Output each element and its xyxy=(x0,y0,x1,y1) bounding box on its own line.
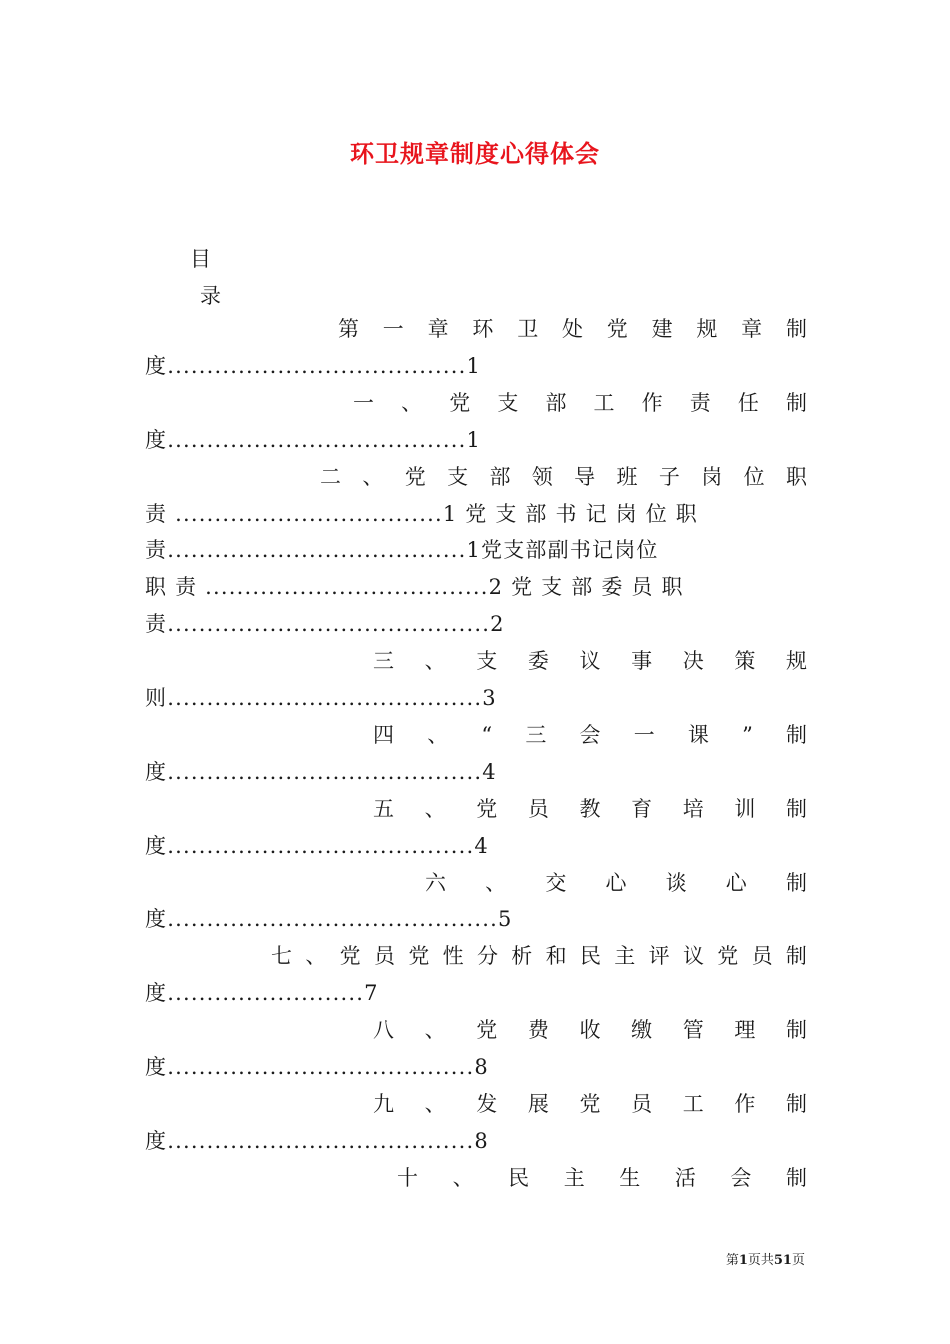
toc-char: 章 xyxy=(741,317,763,341)
toc-char: 党 xyxy=(579,1091,601,1116)
toc-line xyxy=(338,314,807,344)
toc-char: 支 xyxy=(447,464,469,489)
toc-char: 交 xyxy=(545,870,567,895)
toc-char: 一 xyxy=(633,722,655,747)
toc-char: 工 xyxy=(593,390,615,415)
toc-line: 度........................................4 xyxy=(145,759,497,784)
toc-line: 度..........................................5 xyxy=(145,907,513,932)
toc-char: 主 xyxy=(563,1165,585,1190)
toc-char: 、 xyxy=(424,1091,446,1116)
toc-char: 员 xyxy=(631,1091,653,1116)
toc-char: 会 xyxy=(730,1165,752,1190)
toc-char: 规 xyxy=(786,649,807,674)
toc-char: 员 xyxy=(527,796,549,821)
toc-line: 则........................................3 xyxy=(145,686,497,710)
toc-char: ” xyxy=(742,722,753,747)
toc-char: 事 xyxy=(631,649,653,674)
toc-char: 展 xyxy=(527,1091,549,1116)
toc-char: 课 xyxy=(687,722,709,747)
toc-char: 党 xyxy=(449,390,471,415)
toc-char: 理 xyxy=(734,1018,756,1043)
toc-char: 第 xyxy=(338,317,359,341)
toc-char: 一 xyxy=(353,390,374,415)
toc-line: 度.........................7 xyxy=(145,981,379,1006)
toc-char: 、 xyxy=(424,1018,446,1043)
toc-char: 评 xyxy=(648,944,670,969)
toc-char: 三 xyxy=(525,722,547,747)
toc-char: 党 xyxy=(404,464,426,489)
toc-char: 一 xyxy=(382,317,404,341)
toc-char: 四 xyxy=(373,722,394,747)
toc-char: 决 xyxy=(682,649,704,674)
toc-char: 党 xyxy=(476,796,498,821)
footer-middle: 页共 xyxy=(747,1253,774,1268)
toc-char: 十 xyxy=(397,1165,418,1190)
toc-char: 制 xyxy=(785,944,807,969)
toc-line xyxy=(353,388,807,418)
toc-char: 管 xyxy=(682,1018,704,1043)
toc-char: 、 xyxy=(401,390,423,415)
toc-line xyxy=(425,868,807,898)
toc-char: 七 xyxy=(271,944,292,969)
toc-char: 支 xyxy=(497,390,519,415)
toc-char: “ xyxy=(481,722,493,747)
footer-prefix: 第 xyxy=(725,1253,739,1268)
toc-char: 八 xyxy=(373,1018,394,1043)
toc-char: 制 xyxy=(786,796,807,821)
toc-char: 策 xyxy=(734,649,756,674)
toc-line: 度......................................1 xyxy=(145,427,482,452)
toc-char: 收 xyxy=(579,1018,601,1043)
toc-char: 党 xyxy=(717,944,739,969)
toc-char: 缴 xyxy=(631,1018,653,1043)
toc-char: 主 xyxy=(614,944,636,969)
document-title: 环卫规章制度心得体会 xyxy=(350,139,600,168)
toc-char: 五 xyxy=(373,796,394,821)
footer-current-page: 1 xyxy=(738,1253,748,1268)
toc-char: 规 xyxy=(696,317,718,341)
toc-char: 教 xyxy=(579,796,601,821)
toc-char: 性 xyxy=(442,944,464,969)
toc-line xyxy=(271,941,807,971)
toc-char: 位 xyxy=(743,464,765,489)
toc-char: 九 xyxy=(373,1091,394,1116)
toc-line xyxy=(373,646,807,676)
toc-line: 度.......................................4 xyxy=(145,833,489,858)
toc-char: 、 xyxy=(424,649,446,674)
toc-char: 六 xyxy=(425,870,446,895)
toc-char: 制 xyxy=(785,317,807,341)
toc-char: 导 xyxy=(574,464,596,489)
toc-char: 制 xyxy=(785,870,807,895)
toc-char: 生 xyxy=(619,1165,641,1190)
toc-line xyxy=(320,462,807,492)
toc-char: 党 xyxy=(476,1018,498,1043)
toc-char: 、 xyxy=(362,464,384,489)
toc-line: 责 ..................................1 党 支 部 书 记 岗 位 职 xyxy=(145,501,698,526)
toc-line: 责.........................................2 xyxy=(145,612,505,637)
toc-char: 作 xyxy=(734,1091,756,1116)
toc-char: 、 xyxy=(424,796,446,821)
toc-line xyxy=(373,1089,807,1119)
toc-char: 析 xyxy=(511,944,533,969)
toc-char: 、 xyxy=(305,944,327,969)
toc-char: 分 xyxy=(476,944,498,969)
toc-label-lu: 录 xyxy=(200,284,221,308)
footer-suffix: 页 xyxy=(791,1253,805,1268)
toc-char: 支 xyxy=(476,649,498,674)
toc-line xyxy=(373,1015,807,1045)
toc-char: 民 xyxy=(579,944,601,969)
toc-char: 党 xyxy=(606,317,628,341)
toc-line: 责......................................1党支部副书记岗位 xyxy=(145,538,659,563)
toc-char: 领 xyxy=(531,464,553,489)
toc-char: 培 xyxy=(682,796,704,821)
toc-char: 党 xyxy=(339,944,361,969)
toc-char: 职 xyxy=(785,464,807,489)
toc-line xyxy=(373,720,807,750)
toc-char: 员 xyxy=(751,944,773,969)
toc-line: 度......................................1 xyxy=(145,353,482,378)
toc-char: 党 xyxy=(408,944,430,969)
toc-char: 卫 xyxy=(517,317,539,341)
page-footer xyxy=(726,1249,805,1268)
toc-char: 育 xyxy=(631,796,653,821)
toc-line: 职 责 ....................................2 党 支 部 委 员 职 xyxy=(145,575,684,600)
toc-char: 处 xyxy=(561,317,583,341)
toc-line xyxy=(397,1163,807,1193)
toc-char: 子 xyxy=(658,464,680,489)
toc-char: 民 xyxy=(508,1165,530,1190)
toc-char: 议 xyxy=(682,944,704,969)
toc-char: 责 xyxy=(689,390,711,415)
toc-char: 三 xyxy=(373,649,394,674)
toc-char: 工 xyxy=(682,1091,704,1116)
toc-char: 部 xyxy=(489,464,511,489)
toc-char: 任 xyxy=(737,390,759,415)
toc-char: 制 xyxy=(785,390,807,415)
toc-char: 建 xyxy=(651,317,673,341)
toc-char: 班 xyxy=(616,464,638,489)
toc-char: 员 xyxy=(373,944,395,969)
toc-char: 心 xyxy=(605,870,627,895)
toc-char: 作 xyxy=(641,390,663,415)
toc-line: 度.......................................8 xyxy=(145,1128,489,1153)
toc-char: 、 xyxy=(485,870,507,895)
toc-char: 议 xyxy=(579,649,601,674)
toc-char: 章 xyxy=(427,317,449,341)
toc-char: 费 xyxy=(527,1018,549,1043)
toc-char: 制 xyxy=(786,722,807,747)
toc-char: 制 xyxy=(785,1165,807,1190)
toc-char: 和 xyxy=(545,944,567,969)
toc-char: 、 xyxy=(452,1165,474,1190)
toc-char: 制 xyxy=(786,1091,807,1116)
toc-char: 委 xyxy=(527,649,549,674)
toc-char: 部 xyxy=(545,390,567,415)
toc-line xyxy=(373,794,807,824)
toc-char: 发 xyxy=(476,1091,498,1116)
toc-char: 活 xyxy=(674,1165,696,1190)
toc-char: 谈 xyxy=(665,870,687,895)
toc-char: 会 xyxy=(579,722,601,747)
toc-char: 环 xyxy=(472,317,494,341)
toc-char: 制 xyxy=(786,1018,807,1043)
toc-label-mu: 目 xyxy=(190,247,211,271)
footer-total-pages: 51 xyxy=(773,1253,792,1268)
toc-char: 岗 xyxy=(701,464,723,489)
toc-char: 二 xyxy=(320,464,341,489)
toc-char: 、 xyxy=(427,722,449,747)
toc-line: 度.......................................8 xyxy=(145,1055,489,1079)
toc-char: 训 xyxy=(734,796,756,821)
toc-char: 心 xyxy=(725,870,747,895)
